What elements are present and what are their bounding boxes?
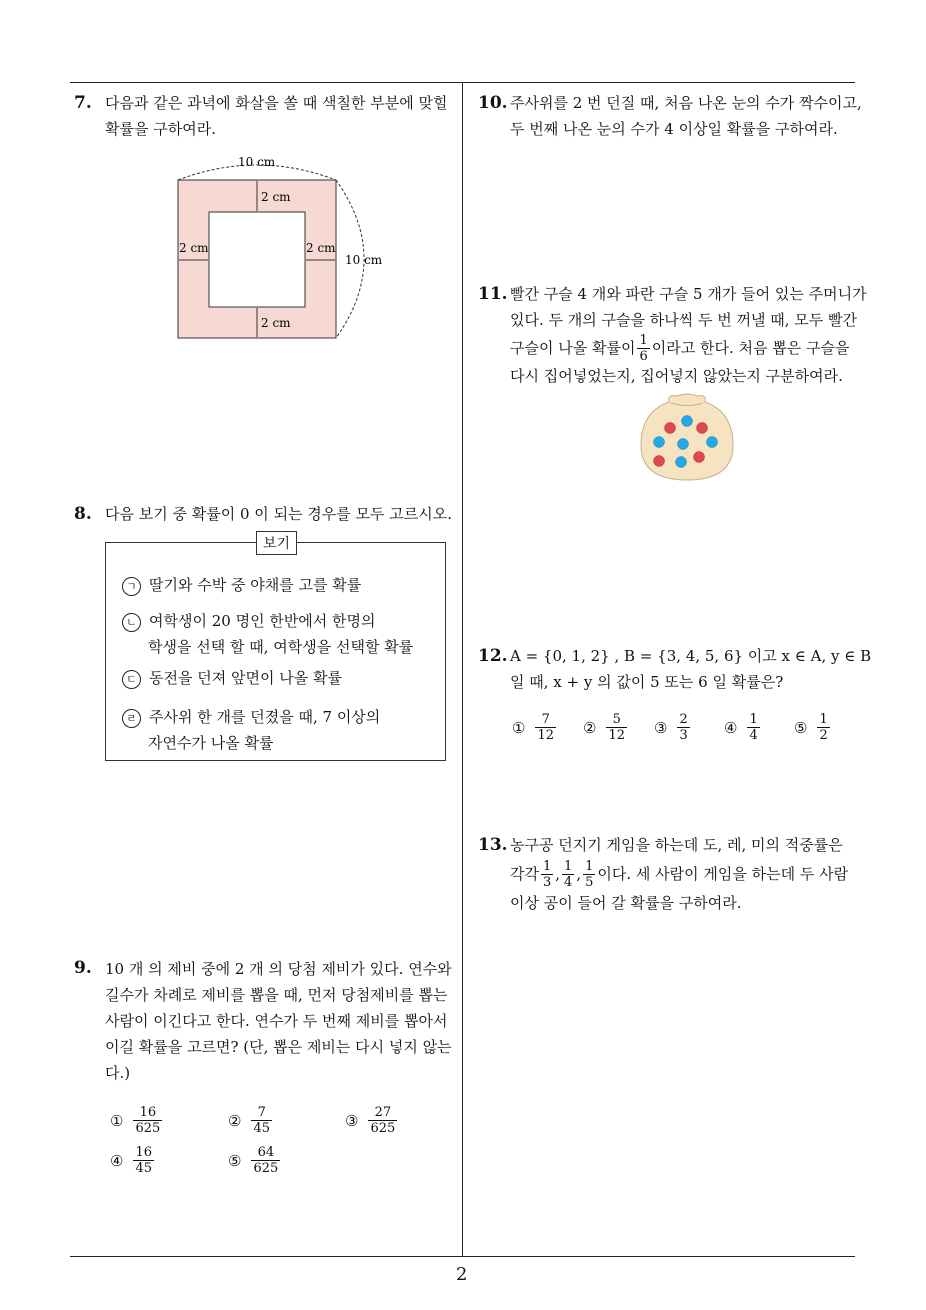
q13-fraction	[541, 859, 553, 890]
q9-option-3[interactable]	[345, 1105, 399, 1136]
q12-line: 일 때, x + y 의 값이 5 또는 6 일 확률은?	[510, 673, 784, 691]
bogi-label: 보기	[256, 531, 297, 555]
q8-number: 8.	[74, 504, 92, 524]
q12-option-1[interactable]	[512, 712, 558, 743]
q12-number: 12.	[478, 646, 508, 666]
bag-icon	[641, 394, 733, 480]
option-fraction	[535, 712, 556, 743]
option-mark: ②	[228, 1111, 242, 1130]
q11-line: 다시 집어넣었는지, 집어넣지 않았는지 구분하여라.	[510, 367, 843, 385]
option-fraction	[606, 712, 627, 743]
red-marble	[694, 452, 705, 463]
frac-num: 1	[749, 712, 758, 727]
q7-text	[105, 90, 447, 142]
q13-line2-post: 이다. 세 사람이 게임을 하는데 두 사람	[597, 865, 849, 883]
option-mark: ⑤	[794, 718, 808, 737]
target-figure	[160, 150, 400, 350]
bogi-item-3	[122, 665, 342, 691]
q9-line: 사람이 이긴다고 한다. 연수가 두 번째 제비를 뽑아서	[105, 1012, 448, 1030]
q9-line: 이길 확률을 고르면? (단, 뽑은 제비는 다시 넣지 않는	[105, 1038, 452, 1056]
q12-option-2[interactable]	[583, 712, 629, 743]
option-mark: ③	[654, 718, 668, 737]
frac-den: 3	[542, 874, 552, 890]
q9-line: 다.)	[105, 1064, 131, 1082]
q13-number: 13.	[478, 835, 508, 855]
top-label: 10 cm	[238, 155, 276, 169]
bogi-item-text: 여학생이 20 명인 한반에서 한명의	[149, 612, 376, 630]
frac-den: 3	[679, 728, 688, 743]
frac-den: 12	[608, 728, 625, 743]
column-divider	[462, 82, 463, 1257]
q10-text	[510, 90, 862, 142]
q13-fraction	[562, 859, 574, 890]
q12-option-3[interactable]	[654, 712, 692, 743]
q12-line: A = {0, 1, 2} , B = {3, 4, 5, 6} 이고 x ∈ A, y ∈ B	[510, 647, 872, 665]
q9-option-4[interactable]	[110, 1145, 156, 1176]
frac-den: 4	[749, 728, 758, 743]
q11-line3-pre: 구슬이 나올 확률이	[510, 339, 636, 357]
frac-den: 625	[370, 1121, 396, 1136]
option-fraction	[747, 712, 759, 743]
red-marble	[665, 423, 676, 434]
bogi-item-text: 학생을 선택 할 때, 여학생을 선택할 확률	[148, 638, 414, 656]
circle-mark: ㄷ	[122, 670, 141, 689]
bottom-rule	[70, 1256, 855, 1257]
red-marble	[697, 423, 708, 434]
bogi-item-1	[122, 572, 361, 598]
q9-line: 길수가 차례로 제비를 뽑을 때, 먼저 당첨제비를 뽑는	[105, 986, 448, 1004]
frac-den: 625	[135, 1121, 161, 1136]
q7-line: 확률을 구하여라.	[105, 120, 216, 138]
frac-num: 16	[135, 1145, 152, 1160]
option-fraction	[133, 1145, 154, 1176]
blue-marble	[654, 437, 665, 448]
q10-line: 두 번째 나온 눈의 수가 4 이상일 확률을 구하여라.	[510, 120, 838, 138]
q8-text	[105, 501, 452, 527]
option-mark: ⑤	[228, 1151, 242, 1170]
frac-den: 4	[564, 874, 573, 890]
option-mark: ④	[724, 718, 738, 737]
blue-marble	[707, 437, 718, 448]
frac-num: 27	[374, 1105, 392, 1120]
q13-fraction	[583, 859, 595, 890]
q11-line3-post: 이라고 한다. 처음 뽑은 구슬을	[651, 339, 850, 357]
frac-den: 6	[639, 348, 648, 364]
option-fraction	[368, 1105, 397, 1136]
q13-line: 각각 $\frac{1}{3}$ , $\frac{1}{4}$ , $\frac{1}{5}$ 이다. 세 사람이 게임을 하는데 두 사람	[510, 858, 849, 890]
q9-option-1[interactable]	[110, 1105, 164, 1136]
option-fraction	[251, 1145, 280, 1176]
q13-text	[510, 832, 848, 916]
frac-num: 1	[819, 712, 828, 727]
bogi-item-4	[122, 704, 380, 756]
option-mark: ③	[345, 1111, 359, 1130]
bogi-item-text: 동전을 던져 앞면이 나올 확률	[149, 669, 342, 687]
bottom-inner-label: 2 cm	[261, 316, 291, 330]
marble-bag-illustration	[637, 390, 737, 482]
top-inner-label: 2 cm	[261, 190, 291, 204]
blue-marble	[678, 439, 689, 450]
q13-line: 이상 공이 들어 갈 확률을 구하여라.	[510, 894, 742, 912]
q10-line: 주사위를 2 번 던질 때, 처음 나온 눈의 수가 짝수이고,	[510, 94, 862, 112]
frac-den: 45	[253, 1121, 270, 1136]
option-mark: ②	[583, 718, 597, 737]
q9-option-2[interactable]	[228, 1105, 274, 1136]
frac-num: 5	[612, 712, 621, 727]
q11-line: 빨간 구슬 4 개와 파란 구슬 5 개가 들어 있는 주머니가	[510, 285, 867, 303]
q11-fraction	[637, 333, 649, 364]
q11-line	[510, 333, 867, 363]
page-number: 2	[456, 1264, 468, 1285]
frac-den: 625	[253, 1161, 279, 1176]
frac-num: 16	[139, 1105, 157, 1120]
bogi-item-text: 주사위 한 개를 던졌을 때, 7 이상의	[149, 708, 381, 726]
q10-number: 10.	[478, 93, 508, 113]
right-inner-label: 2 cm	[306, 241, 336, 255]
right-label: 10 cm	[345, 253, 383, 267]
q7-number: 7.	[74, 93, 92, 113]
frac-den: 5	[585, 874, 594, 890]
q12-text	[510, 643, 871, 695]
option-mark: ①	[512, 718, 526, 737]
option-fraction	[817, 712, 829, 743]
frac-num: 2	[679, 712, 688, 727]
option-fraction	[251, 1105, 272, 1136]
bogi-item-text: 자연수가 나올 확률	[148, 734, 274, 752]
q13-line2-pre: 각각	[510, 865, 539, 883]
q11-line: 있다. 두 개의 구슬을 하나씩 두 번 꺼낼 때, 모두 빨간	[510, 311, 858, 329]
left-inner-label: 2 cm	[179, 241, 209, 255]
frac-den: 2	[819, 728, 828, 743]
frac-num: 1	[542, 858, 552, 874]
q12-option-4[interactable]	[724, 712, 762, 743]
q9-line: 10 개 의 제비 중에 2 개 의 당첨 제비가 있다. 연수와	[105, 960, 452, 978]
frac-num: 1	[639, 332, 648, 348]
frac-num: 7	[541, 712, 550, 727]
red-marble	[654, 456, 665, 467]
frac-num: 1	[585, 858, 594, 874]
option-mark: ④	[110, 1151, 124, 1170]
q13-line: 농구공 던지기 게임을 하는데 도, 레, 미의 적중률은	[510, 836, 843, 854]
bogi-item-2	[122, 608, 413, 660]
circle-mark: ㄹ	[122, 709, 141, 728]
q9-number: 9.	[74, 958, 92, 978]
q8-line: 다음 보기 중 확률이 0 이 되는 경우를 모두 고르시오.	[105, 505, 453, 523]
frac-den: 45	[135, 1161, 152, 1176]
frac-num: 1	[564, 858, 573, 874]
frac-num: 64	[257, 1145, 275, 1160]
q9-text	[105, 956, 452, 1086]
option-fraction	[677, 712, 689, 743]
q12-option-5[interactable]	[794, 712, 832, 743]
blue-marble	[682, 416, 693, 427]
inner-square	[209, 212, 305, 307]
bogi-item-text: 딸기와 수박 중 야채를 고를 확률	[149, 576, 362, 594]
circle-mark: ㄱ	[122, 577, 141, 596]
option-mark: ①	[110, 1111, 124, 1130]
option-fraction	[133, 1105, 162, 1136]
blue-marble	[676, 457, 687, 468]
circle-mark: ㄴ	[122, 613, 141, 632]
q9-option-5[interactable]	[228, 1145, 282, 1176]
q11-number: 11.	[478, 284, 508, 304]
frac-num: 7	[257, 1105, 266, 1120]
frac-den: 12	[537, 728, 554, 743]
q11-text	[510, 281, 867, 389]
q7-line: 다음과 같은 과녁에 화살을 쏠 때 색칠한 부분에 맞힐	[105, 94, 448, 112]
